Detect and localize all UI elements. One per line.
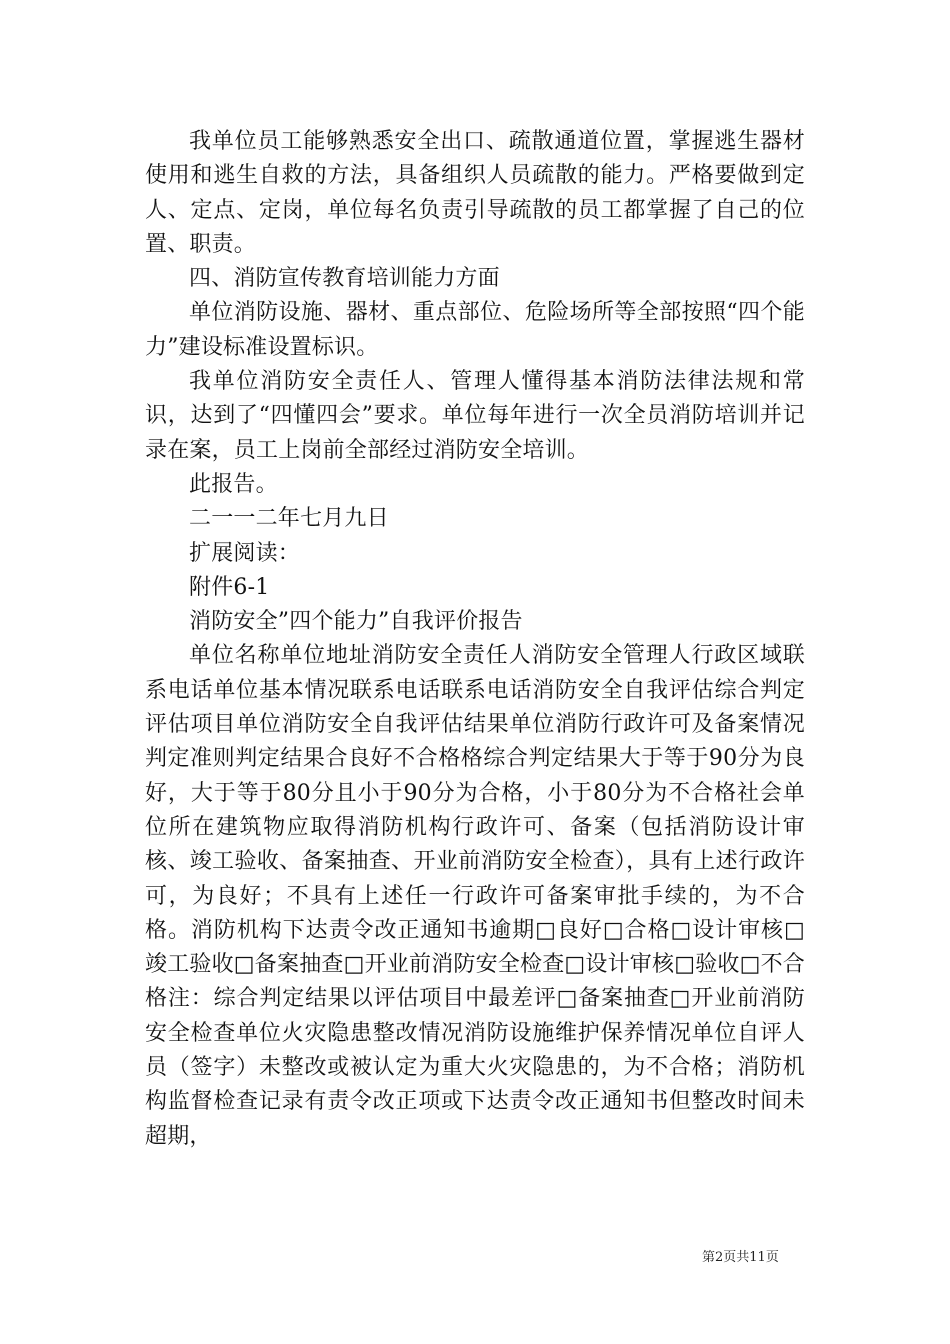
page-number: 第2页共11页 (702, 1250, 779, 1265)
paragraph-report-title: 消防安全”四个能力”自我评价报告 (189, 609, 523, 635)
paragraph-training-records: 我单位消防安全责任人、管理人懂得基本消防法律法规和常识，达到了“四懂四会”要求。单位每年进行一次全员消防培训并记录在案，员工上岗前全部经过消防安全培训。 (145, 369, 805, 463)
paragraph-extended-reading: 扩展阅读： (189, 540, 301, 566)
paragraph-attachment-number: 附件6-1 (189, 574, 270, 600)
paragraph-report-closing: 此报告。 (189, 471, 278, 497)
paragraph-evacuation-ability: 我单位员工能够熟悉安全出口、疏散通道位置，掌握逃生器材使用和逃生自救的方法，具备组织人员疏散的能力。严格要做到定人、定点、定岗，单位每名负责引导疏散的员工都掌握了自己的位置、职责。 (145, 129, 805, 257)
document-body (145, 125, 805, 1154)
paragraph-evaluation-form: 单位名称单位地址消防安全责任人消防安全管理人行政区域联系电话单位基本情况联系电话联系电话消防安全自我评估综合判定评估项目单位消防安全自我评估结果单位消防行政许可及备案情况判定准则判定结果合良好不合格格综合判定结果大于等于90分为良好，大于等于80分且小于90分为合格，小于80分为不合格社会单位所在建筑物应取得消防机构行政许可、备案（包括消防设计审核、竣工验收、备案抽查、开业前消防安全检查），具有上述行政许可，为良好；不具有上述任一行政许可备案审批手续的，为不合格。消防机构下达责令改正通知书逾期□良好□合格□设计审核□竣工验收□备案抽查□开业前消防安全检查□设计审核□验收□不合格注：综合判定结果以评估项目中最差评□备案抽查□开业前消防安全检查单位火灾隐患整改情况消防设施维护保养情况单位自评人员（签字）未整改或被认定为重大火灾隐患的，为不合格；消防机构监督检查记录有责令改正项或下达责令改正通知书但整改时间未超期， (145, 643, 805, 1149)
paragraph-signage: 单位消防设施、器材、重点部位、危险场所等全部按照“四个能力”建设标准设置标识。 (145, 300, 805, 360)
section-heading-training: 四、消防宣传教育培训能力方面 (189, 266, 500, 292)
paragraph-date: 二一一二年七月九日 (189, 506, 389, 532)
